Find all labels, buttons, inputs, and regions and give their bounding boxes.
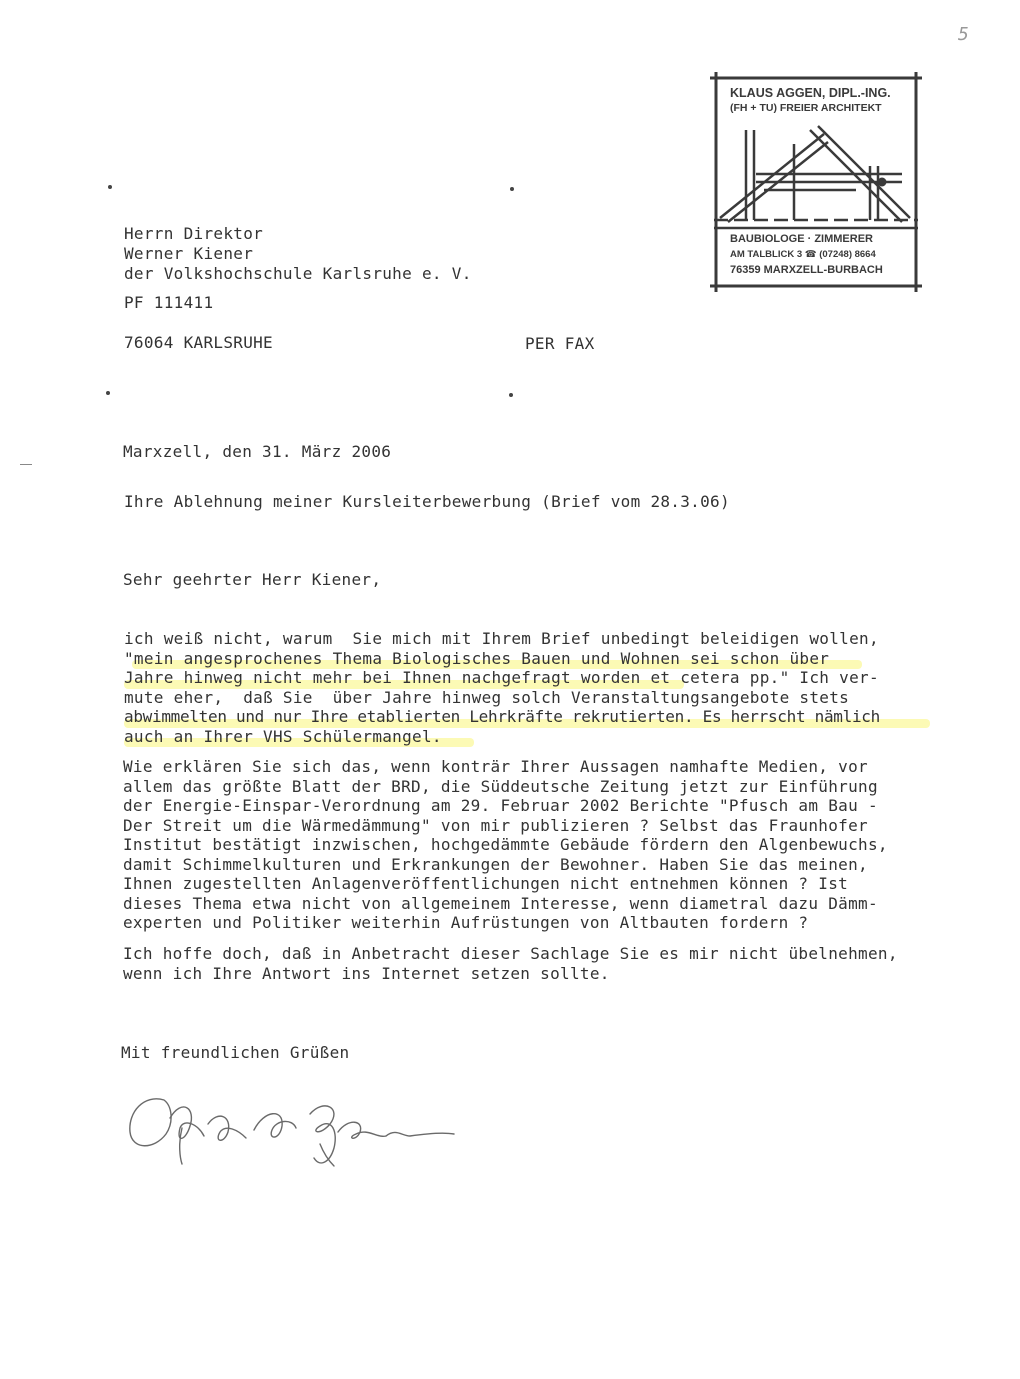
architect-trades: BAUBIOLOGE · ZIMMERER [730,233,873,245]
letterhead-stamp [706,70,926,294]
architect-name: KLAUS AGGEN, DIPL.-ING. [730,86,891,100]
salutation: Sehr geehrter Herr Kiener, [123,570,382,589]
paragraph-line: Jahre hinweg nicht mehr bei Ihnen nachgefragt worden et cetera pp." Ich ver- [124,668,879,687]
paragraph-line: mute eher, daß Sie über Jahre hinweg solch Veranstaltungsangebote stets [124,688,850,707]
architect-city: 76359 MARXZELL-BURBACH [730,264,883,276]
paragraph-line: der Energie-Einspar-Verordnung am 29. Februar 2002 Berichte "Pfusch am Bau - [123,796,878,815]
paragraph-line: abwimmelten und nur Ihre etablierten Lehrkräfte rekrutierten. Es herrscht nämlich [124,707,880,726]
paragraph-line: auch an Ihrer VHS Schülermangel. [124,727,442,746]
window-corner-mark [108,185,112,189]
window-corner-mark [510,187,514,191]
recipient-line-1: Herrn Direktor [124,224,264,243]
date-line: Marxzell, den 31. März 2006 [123,442,392,461]
fold-mark [20,464,32,465]
closing: Mit freundlichen Grüßen [121,1043,350,1062]
window-corner-mark [509,393,513,397]
paragraph-line: Wie erklären Sie sich das, wenn konträr Ihrer Aussagen namhafte Medien, vor [123,757,868,776]
page-number-mark: 5 [958,24,970,45]
architect-title: (FH + TU) FREIER ARCHITEKT [730,102,882,114]
paragraph-line: ich weiß nicht, warum Sie mich mit Ihrem Brief unbedingt beleidigen wollen, [124,629,879,648]
architect-address: AM TALBLICK 3 ☎ (07248) 8664 [730,249,876,260]
paragraph-line: dieses Thema etwa nicht von allgemeinem Interesse, wenn diametral dazu Dämm- [123,894,878,913]
paragraph-line: Ihnen zugestellten Anlagenveröffentlichungen nicht entnehmen können ? Ist [123,874,849,893]
window-corner-mark [106,391,110,395]
paragraph-line: wenn ich Ihre Antwort ins Internet setzen sollte. [123,964,610,983]
recipient-line-3: der Volkshochschule Karlsruhe e. V. [124,264,472,283]
handwritten-signature [124,1088,464,1178]
subject-line: Ihre Ablehnung meiner Kursleiterbewerbung (Brief vom 28.3.06) [124,492,730,511]
paragraph-line: Ich hoffe doch, daß in Anbetracht dieser Sachlage Sie es mir nicht übelnehmen, [123,944,898,963]
recipient-po-box: PF 111411 [124,293,214,312]
paragraph-line: damit Schimmelkulturen und Erkrankungen der Bewohner. Haben Sie das meinen, [123,855,868,874]
paragraph-line: allem das größte Blatt der BRD, die Süddeutsche Zeitung jetzt zur Einführung [123,777,878,796]
delivery-method: PER FAX [525,334,595,353]
paragraph-line: Der Streit um die Wärmedämmung" von mir publizieren ? Selbst das Fraunhofer [123,816,868,835]
recipient-city: 76064 KARLSRUHE [124,333,273,352]
paragraph-line: experten und Politiker weiterhin Aufrüstungen von Altbauten fordern ? [123,913,809,932]
paragraph-line: Institut bestätigt inzwischen, hochgedämmte Gebäude fördern den Algenbewuchs, [123,835,888,854]
recipient-line-2: Werner Kiener [124,244,254,263]
paragraph-line: "mein angesprochenes Thema Biologisches Bauen und Wohnen sei schon über [124,649,830,668]
